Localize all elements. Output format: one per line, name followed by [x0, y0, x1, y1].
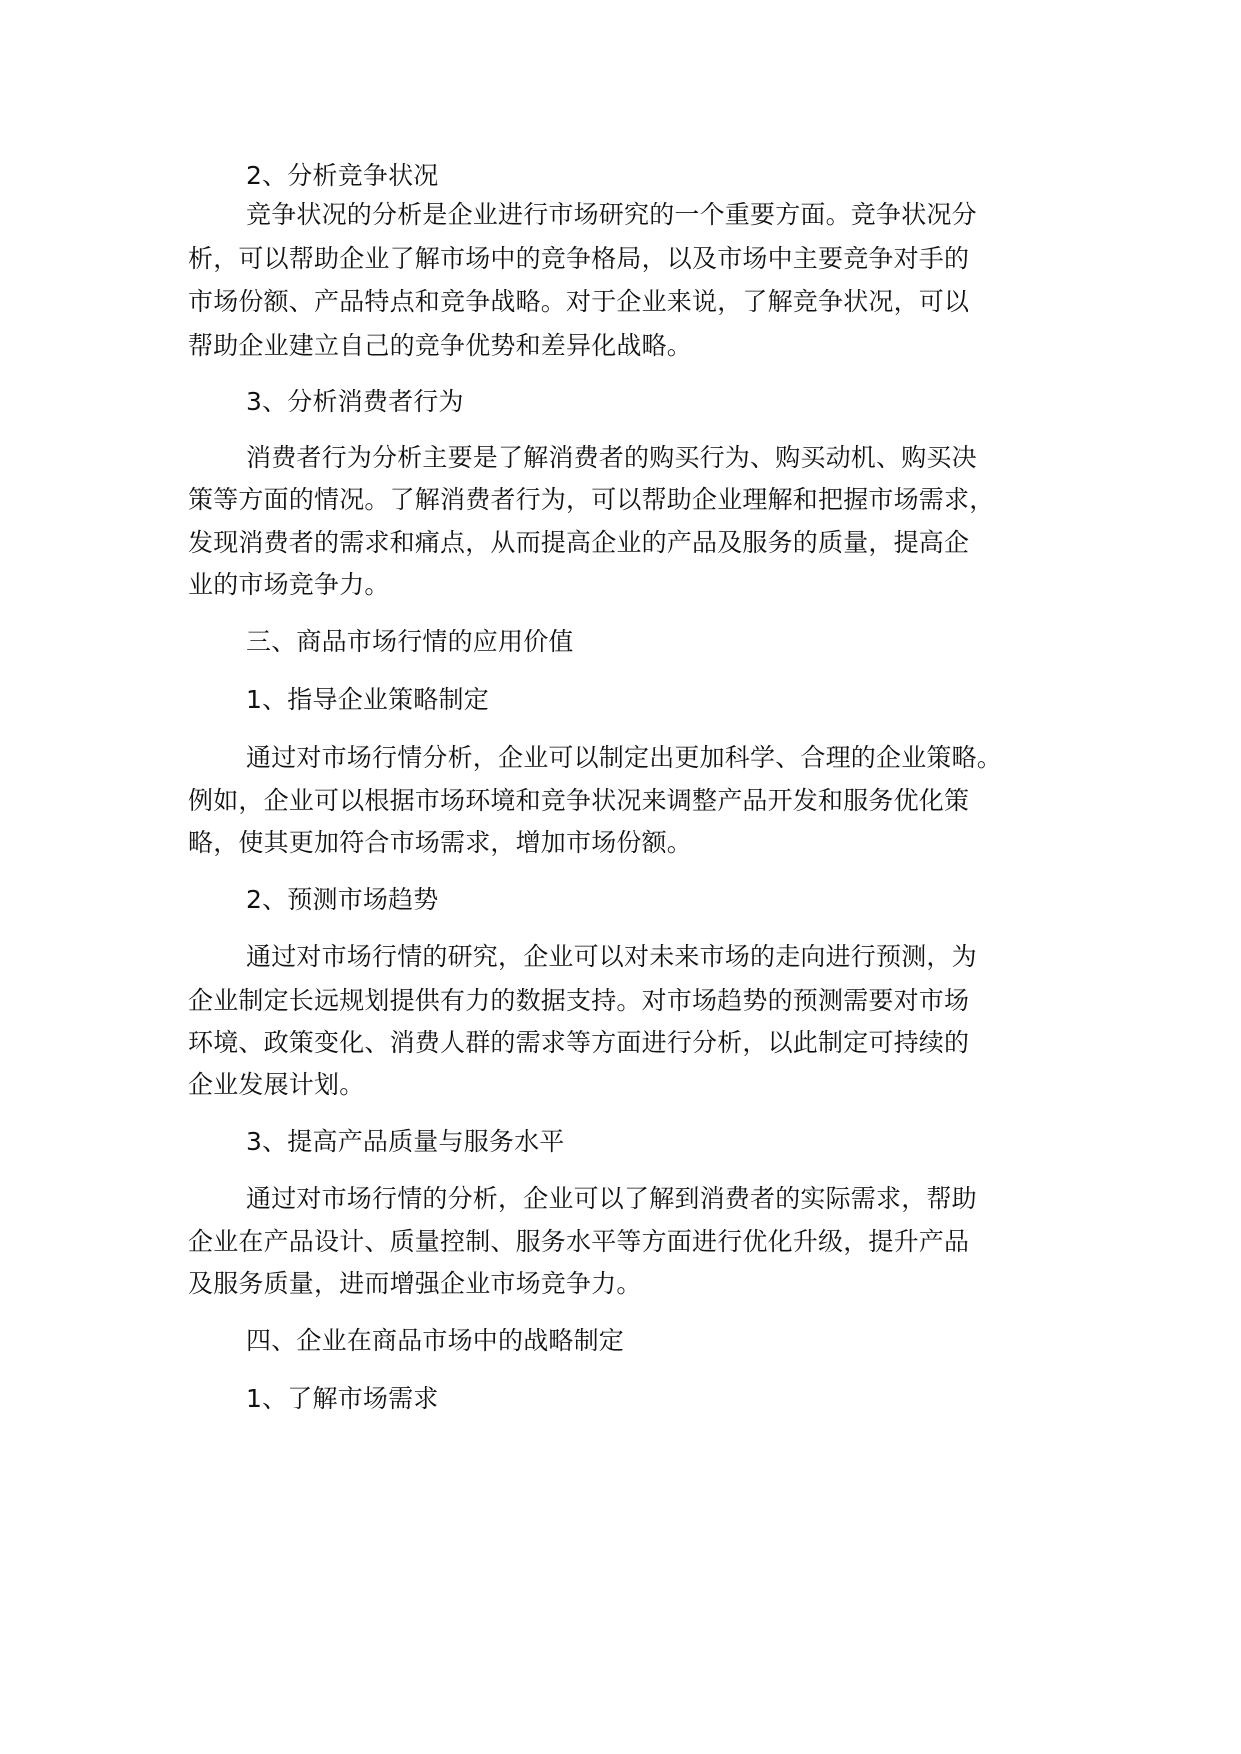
- paragraph-line: 略，使其更加符合市场需求，增加市场份额。: [188, 828, 693, 857]
- section-heading: 1、指导企业策略制定: [246, 685, 489, 714]
- paragraph-line: 策等方面的情况。了解消费者行为，可以帮助企业理解和把握市场需求，: [188, 485, 995, 514]
- paragraph-line: 企业发展计划。: [188, 1070, 365, 1099]
- paragraph-line: 市场份额、产品特点和竞争战略。对于企业来说，了解竞争状况，可以: [188, 287, 970, 316]
- section-heading: 2、预测市场趋势: [246, 885, 439, 914]
- section-heading: 1、了解市场需求: [246, 1384, 439, 1413]
- section-heading: 2、分析竞争状况: [246, 161, 439, 190]
- paragraph-line: 及服务质量，进而增强企业市场竞争力。: [188, 1269, 642, 1298]
- section-heading: 四、企业在商品市场中的战略制定: [246, 1326, 625, 1355]
- paragraph-line: 通过对市场行情的分析，企业可以了解到消费者的实际需求，帮助: [246, 1184, 977, 1213]
- section-heading: 3、提高产品质量与服务水平: [246, 1127, 565, 1156]
- paragraph-line: 通过对市场行情的研究，企业可以对未来市场的走向进行预测，为: [246, 942, 977, 971]
- section-heading: 三、商品市场行情的应用价值: [246, 627, 574, 656]
- paragraph-line: 消费者行为分析主要是了解消费者的购买行为、购买动机、购买决: [246, 443, 977, 472]
- paragraph-line: 帮助企业建立自己的竞争优势和差异化战略。: [188, 331, 693, 360]
- paragraph-line: 通过对市场行情分析，企业可以制定出更加科学、合理的企业策略。: [246, 743, 1003, 772]
- paragraph-line: 例如，企业可以根据市场环境和竞争状况来调整产品开发和服务优化策: [188, 786, 970, 815]
- paragraph-line: 竞争状况的分析是企业进行市场研究的一个重要方面。竞争状况分: [246, 200, 977, 229]
- section-heading: 3、分析消费者行为: [246, 387, 464, 416]
- paragraph-line: 析，可以帮助企业了解市场中的竞争格局，以及市场中主要竞争对手的: [188, 244, 970, 273]
- paragraph-line: 环境、政策变化、消费人群的需求等方面进行分析，以此制定可持续的: [188, 1028, 970, 1057]
- paragraph-line: 企业在产品设计、质量控制、服务水平等方面进行优化升级，提升产品: [188, 1227, 970, 1256]
- paragraph-line: 企业制定长远规划提供有力的数据支持。对市场趋势的预测需要对市场: [188, 986, 970, 1015]
- paragraph-line: 发现消费者的需求和痛点，从而提高企业的产品及服务的质量，提高企: [188, 528, 970, 557]
- paragraph-line: 业的市场竞争力。: [188, 570, 390, 599]
